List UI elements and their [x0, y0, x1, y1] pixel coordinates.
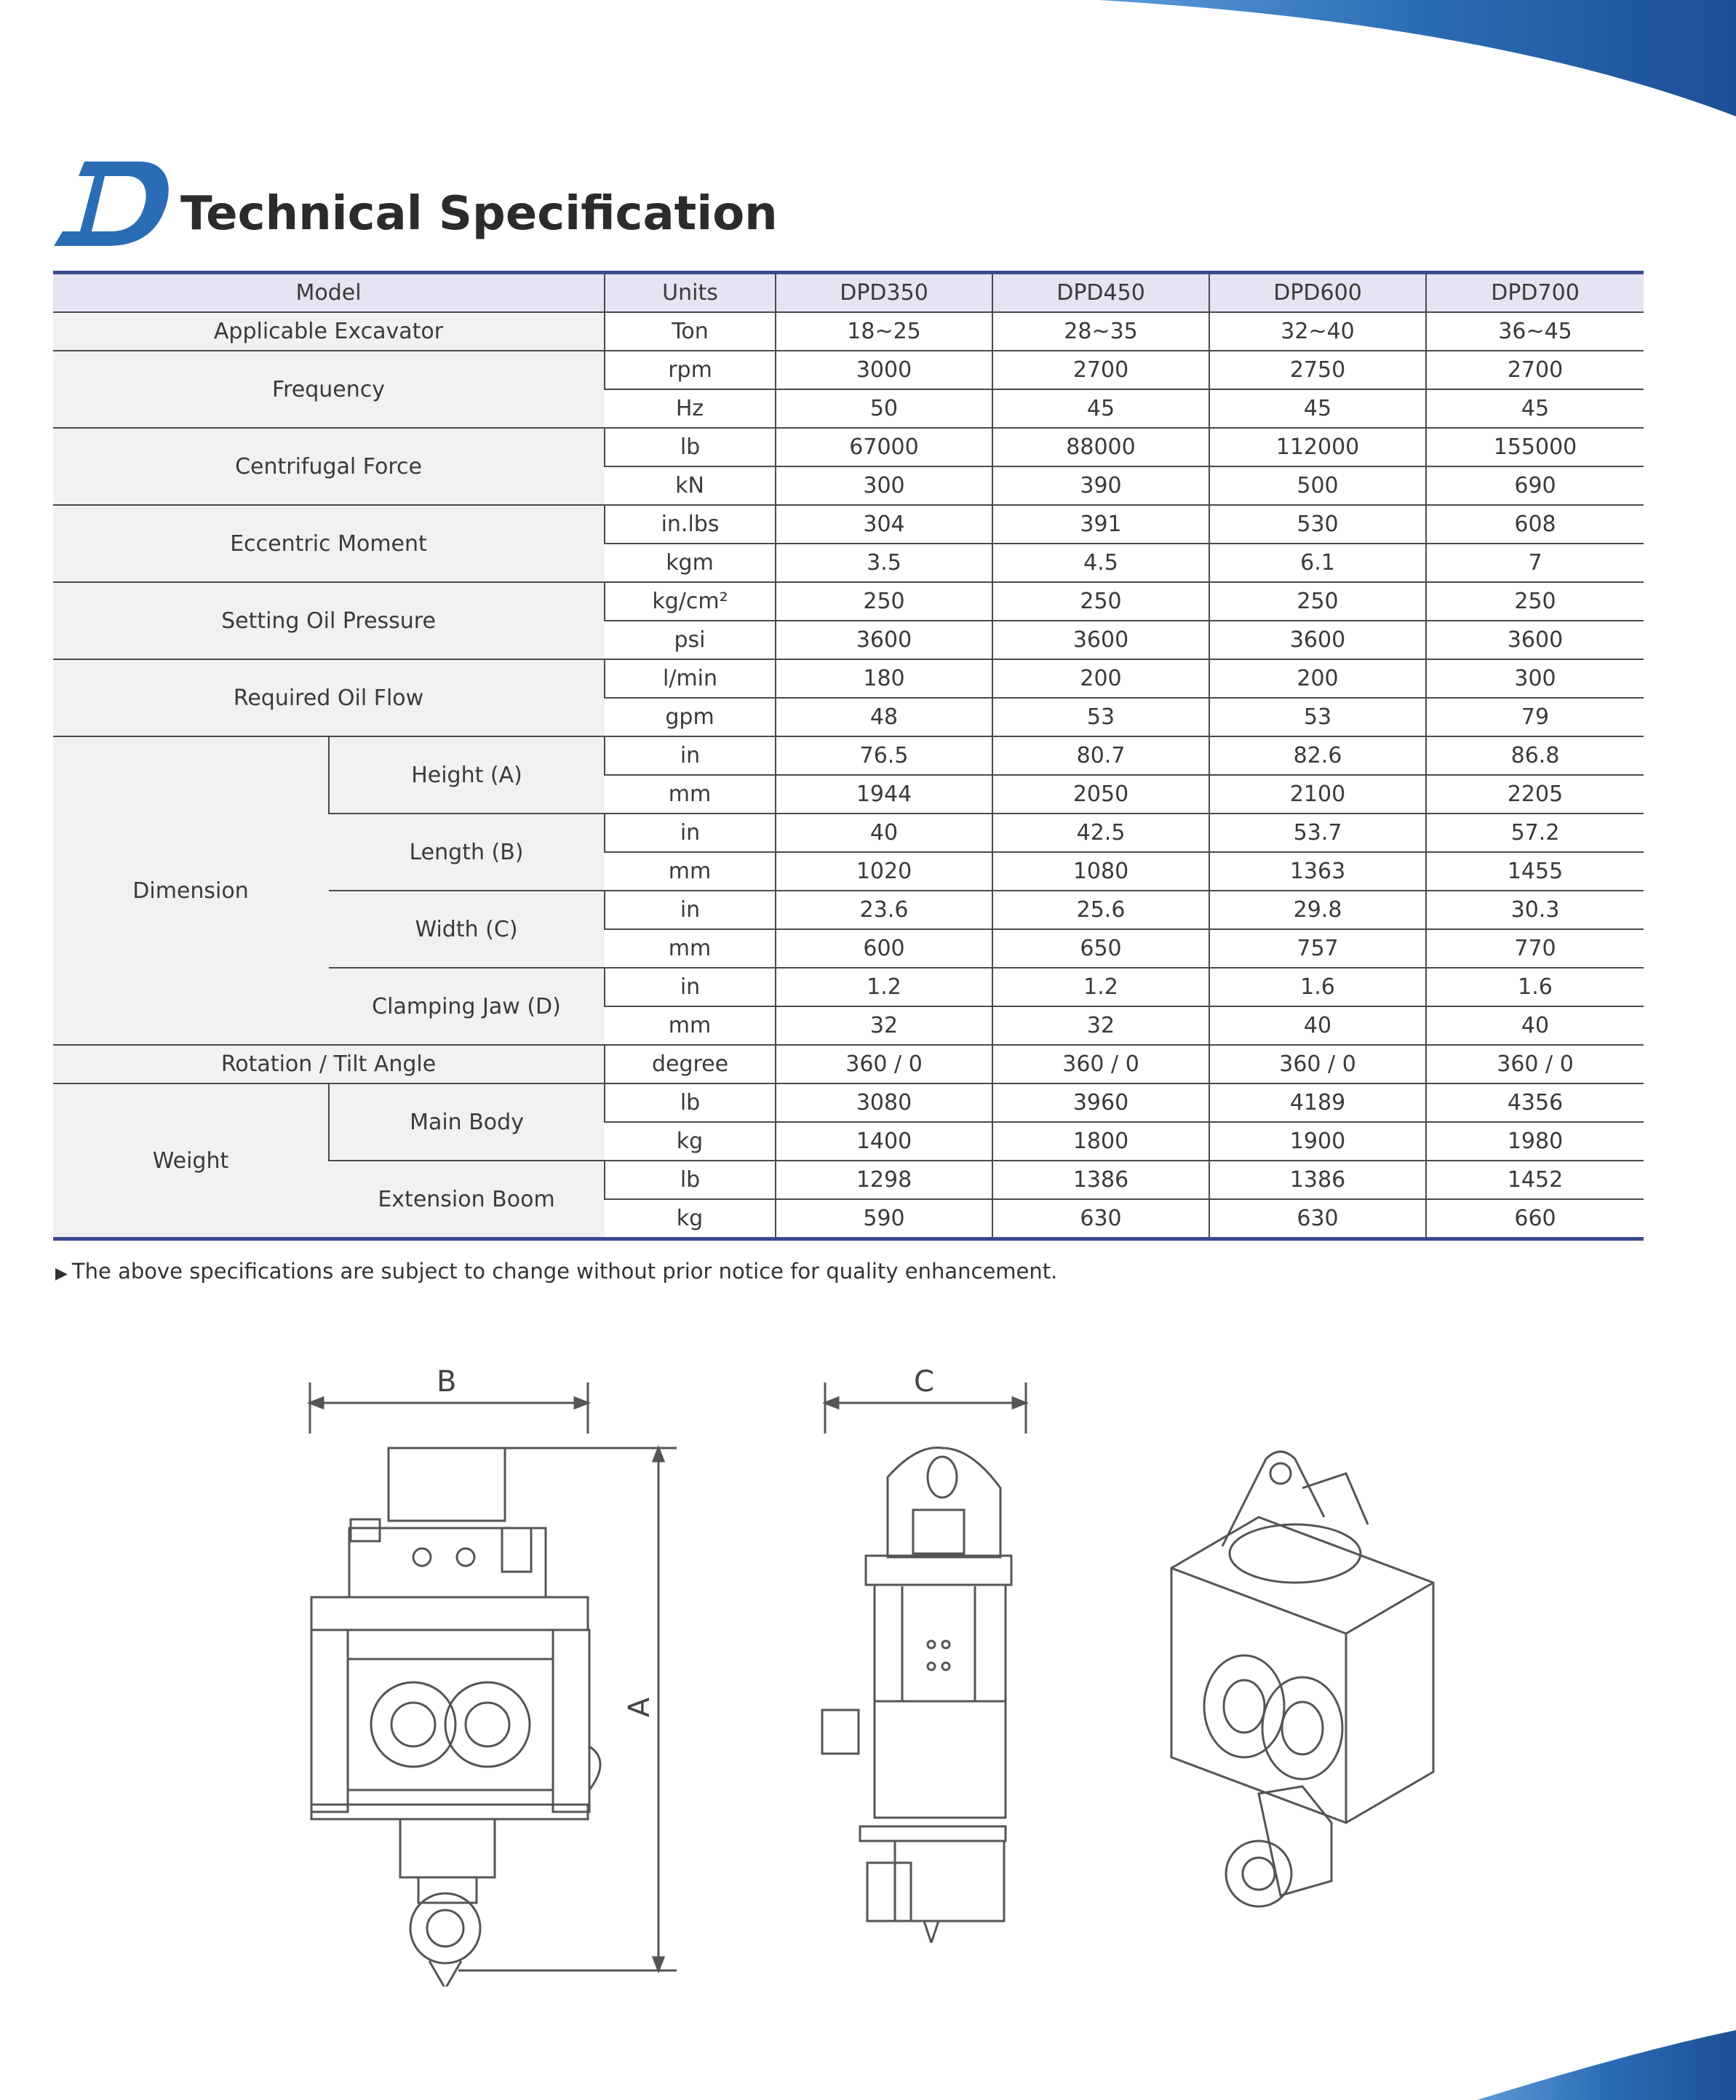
header-model-2: DPD450: [992, 273, 1209, 313]
unit-cell: psi: [605, 621, 776, 659]
sub-row-label: Length (B): [329, 814, 605, 891]
unit-cell: gpm: [605, 698, 776, 736]
row-label: Setting Oil Pressure: [53, 582, 605, 659]
value-cell: 25.6: [992, 891, 1209, 929]
isometric-view-drawing: [1150, 1444, 1455, 1939]
unit-cell: lb: [605, 1161, 776, 1199]
value-cell: 650: [992, 929, 1209, 968]
value-cell: 360 / 0: [776, 1045, 992, 1083]
table-row: [53, 1045, 1644, 1083]
value-cell: 7: [1426, 544, 1644, 582]
value-cell: 630: [992, 1199, 1209, 1239]
header-model-1: DPD350: [776, 273, 992, 313]
unit-cell: l/min: [605, 659, 776, 698]
unit-cell: kgm: [605, 544, 776, 582]
value-cell: 2700: [992, 351, 1209, 389]
value-cell: 1980: [1426, 1122, 1644, 1161]
value-cell: 1080: [992, 852, 1209, 891]
value-cell: 155000: [1426, 428, 1644, 466]
value-cell: 630: [1209, 1199, 1426, 1239]
value-cell: 48: [776, 698, 992, 736]
value-cell: 1.2: [992, 968, 1209, 1006]
value-cell: 3600: [1426, 621, 1644, 659]
value-cell: 3080: [776, 1083, 992, 1122]
value-cell: 23.6: [776, 891, 992, 929]
value-cell: 1.6: [1209, 968, 1426, 1006]
unit-cell: in.lbs: [605, 505, 776, 544]
value-cell: 360 / 0: [992, 1045, 1209, 1083]
value-cell: 4356: [1426, 1083, 1644, 1122]
unit-cell: mm: [605, 929, 776, 968]
value-cell: 3600: [1209, 621, 1426, 659]
row-label: Weight: [53, 1083, 329, 1239]
value-cell: 300: [1426, 659, 1644, 698]
value-cell: 82.6: [1209, 736, 1426, 775]
value-cell: 42.5: [992, 814, 1209, 852]
value-cell: 300: [776, 466, 992, 505]
value-cell: 18~25: [776, 312, 992, 351]
value-cell: 360 / 0: [1209, 1045, 1426, 1083]
value-cell: 608: [1426, 505, 1644, 544]
sub-row-label: Main Body: [329, 1083, 605, 1161]
unit-cell: mm: [605, 852, 776, 891]
value-cell: 1.2: [776, 968, 992, 1006]
disclaimer-text: The above specifications are subject to change without prior notice for quality enhancement.: [71, 1259, 1058, 1284]
value-cell: 112000: [1209, 428, 1426, 466]
value-cell: 500: [1209, 466, 1426, 505]
value-cell: 1020: [776, 852, 992, 891]
sub-row-label: Clamping Jaw (D): [329, 968, 605, 1045]
unit-cell: lb: [605, 428, 776, 466]
value-cell: 250: [1209, 582, 1426, 621]
row-label: Centrifugal Force: [53, 428, 605, 505]
unit-cell: in: [605, 891, 776, 929]
table-row: [53, 505, 1644, 544]
value-cell: 600: [776, 929, 992, 968]
value-cell: 53: [992, 698, 1209, 736]
unit-cell: Ton: [605, 312, 776, 351]
value-cell: 40: [1209, 1006, 1426, 1045]
header-swoosh: [0, 0, 1736, 124]
value-cell: 76.5: [776, 736, 992, 775]
unit-cell: in: [605, 814, 776, 852]
table-row: [53, 582, 1644, 621]
value-cell: 2100: [1209, 775, 1426, 814]
value-cell: 32: [992, 1006, 1209, 1045]
value-cell: 3960: [992, 1083, 1209, 1122]
sub-row-label: Height (A): [329, 736, 605, 814]
unit-cell: kg/cm²: [605, 582, 776, 621]
value-cell: 304: [776, 505, 992, 544]
side-view-drawing: [815, 1361, 1048, 1943]
dim-b-label: B: [437, 1365, 457, 1399]
header-model-4: DPD700: [1426, 273, 1644, 313]
unit-cell: mm: [605, 775, 776, 814]
value-cell: 390: [992, 466, 1209, 505]
value-cell: 40: [1426, 1006, 1644, 1045]
value-cell: 4189: [1209, 1083, 1426, 1122]
table-row: [53, 312, 1644, 351]
value-cell: 2205: [1426, 775, 1644, 814]
value-cell: 1455: [1426, 852, 1644, 891]
value-cell: 67000: [776, 428, 992, 466]
unit-cell: kN: [605, 466, 776, 505]
value-cell: 757: [1209, 929, 1426, 968]
value-cell: 530: [1209, 505, 1426, 544]
row-label: Eccentric Moment: [53, 505, 605, 582]
value-cell: 3.5: [776, 544, 992, 582]
value-cell: 180: [776, 659, 992, 698]
value-cell: 1800: [992, 1122, 1209, 1161]
table-row: [53, 428, 1644, 466]
table-row: [53, 736, 1644, 775]
value-cell: 660: [1426, 1199, 1644, 1239]
row-label: Rotation / Tilt Angle: [53, 1045, 605, 1083]
value-cell: 250: [992, 582, 1209, 621]
value-cell: 3000: [776, 351, 992, 389]
value-cell: 36~45: [1426, 312, 1644, 351]
value-cell: 200: [1209, 659, 1426, 698]
header-model: Model: [53, 273, 605, 313]
value-cell: 1900: [1209, 1122, 1426, 1161]
unit-cell: rpm: [605, 351, 776, 389]
triangle-bullet-icon: ▶: [55, 1265, 68, 1283]
value-cell: 3600: [992, 621, 1209, 659]
value-cell: 360 / 0: [1426, 1045, 1644, 1083]
value-cell: 88000: [992, 428, 1209, 466]
row-label: Applicable Excavator: [53, 312, 605, 351]
dim-c-label: C: [914, 1365, 934, 1399]
front-view-drawing: [291, 1353, 698, 1986]
unit-cell: degree: [605, 1045, 776, 1083]
value-cell: 391: [992, 505, 1209, 544]
value-cell: 690: [1426, 466, 1644, 505]
value-cell: 6.1: [1209, 544, 1426, 582]
table-row: [53, 1083, 1644, 1122]
unit-cell: kg: [605, 1199, 776, 1239]
disclaimer-note: [55, 1259, 1057, 1284]
value-cell: 590: [776, 1199, 992, 1239]
header-model-3: DPD600: [1209, 273, 1426, 313]
header-units: Units: [605, 273, 776, 313]
value-cell: 50: [776, 389, 992, 428]
value-cell: 79: [1426, 698, 1644, 736]
value-cell: 1.6: [1426, 968, 1644, 1006]
value-cell: 250: [1426, 582, 1644, 621]
unit-cell: in: [605, 736, 776, 775]
value-cell: 40: [776, 814, 992, 852]
unit-cell: lb: [605, 1083, 776, 1122]
sub-row-label: Extension Boom: [329, 1161, 605, 1239]
dim-a-label: A: [623, 1697, 656, 1717]
unit-cell: in: [605, 968, 776, 1006]
value-cell: 1386: [992, 1161, 1209, 1199]
value-cell: 4.5: [992, 544, 1209, 582]
value-cell: 200: [992, 659, 1209, 698]
value-cell: 1400: [776, 1122, 992, 1161]
sub-row-label: Width (C): [329, 891, 605, 968]
value-cell: 32: [776, 1006, 992, 1045]
value-cell: 1386: [1209, 1161, 1426, 1199]
value-cell: 86.8: [1426, 736, 1644, 775]
unit-cell: kg: [605, 1122, 776, 1161]
unit-cell: Hz: [605, 389, 776, 428]
value-cell: 250: [776, 582, 992, 621]
table-row: [53, 659, 1644, 698]
value-cell: 53: [1209, 698, 1426, 736]
table-header-row: [53, 273, 1644, 313]
value-cell: 2700: [1426, 351, 1644, 389]
value-cell: 53.7: [1209, 814, 1426, 852]
table-row: [53, 351, 1644, 389]
value-cell: 80.7: [992, 736, 1209, 775]
spec-table: [53, 271, 1644, 1241]
brand-logo-icon: [54, 159, 172, 249]
row-label: Required Oil Flow: [53, 659, 605, 736]
unit-cell: mm: [605, 1006, 776, 1045]
value-cell: 32~40: [1209, 312, 1426, 351]
value-cell: 1363: [1209, 852, 1426, 891]
value-cell: 28~35: [992, 312, 1209, 351]
value-cell: 29.8: [1209, 891, 1426, 929]
page-title: Technical Specification: [180, 187, 778, 241]
value-cell: 57.2: [1426, 814, 1644, 852]
value-cell: 45: [1209, 389, 1426, 428]
row-label: Dimension: [53, 736, 329, 1045]
value-cell: 45: [992, 389, 1209, 428]
value-cell: 30.3: [1426, 891, 1644, 929]
value-cell: 2050: [992, 775, 1209, 814]
value-cell: 1298: [776, 1161, 992, 1199]
value-cell: 770: [1426, 929, 1644, 968]
value-cell: 2750: [1209, 351, 1426, 389]
value-cell: 3600: [776, 621, 992, 659]
value-cell: 1452: [1426, 1161, 1644, 1199]
row-label: Frequency: [53, 351, 605, 428]
value-cell: 45: [1426, 389, 1644, 428]
value-cell: 1944: [776, 775, 992, 814]
